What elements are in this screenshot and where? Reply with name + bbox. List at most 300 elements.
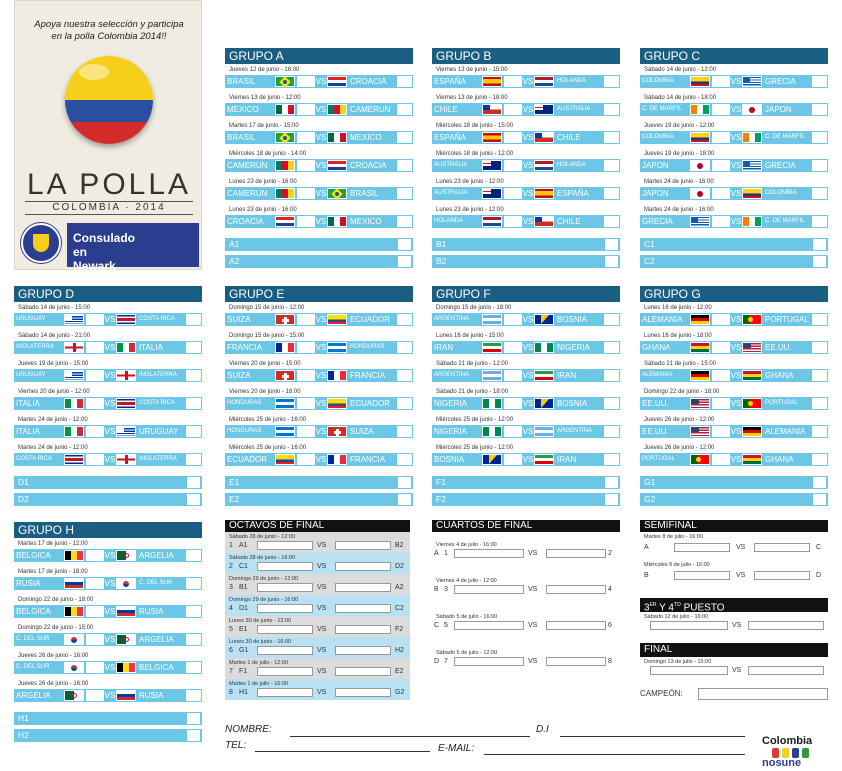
team-b-input[interactable]	[546, 585, 606, 594]
away-score-input[interactable]	[604, 76, 619, 87]
result-label: A2	[229, 256, 240, 266]
match-row	[640, 92, 828, 120]
match-row	[14, 330, 202, 358]
match-date: Lunes 23 de junio - 16:00	[229, 179, 297, 185]
away-score-input[interactable]	[604, 314, 619, 325]
group-result-h2	[14, 729, 202, 742]
team-b-input[interactable]	[335, 646, 391, 655]
mexico-flag-icon	[275, 104, 295, 115]
home-score-input[interactable]	[297, 160, 315, 171]
away-score-input[interactable]	[812, 454, 827, 465]
away-score-input[interactable]	[604, 342, 619, 353]
team-home: GHANA	[642, 343, 671, 352]
team-home: IRAN	[434, 343, 454, 352]
team-away: IRAN	[557, 455, 577, 464]
sf-slot-a: B	[644, 572, 649, 579]
away-score-input[interactable]	[812, 314, 827, 325]
away-score-input[interactable]	[604, 104, 619, 115]
consulate-ministry: Ministerio de	[73, 274, 110, 281]
poster-subtitle: COLOMBIA · 2014	[25, 201, 193, 215]
vs-label: VS	[104, 343, 116, 352]
team-away: PORTUGAL	[765, 315, 809, 324]
team-home: BELGICA	[16, 607, 51, 616]
sf-slot-a: A	[644, 544, 649, 551]
team-b-input[interactable]	[546, 621, 606, 630]
team-away: C. DEL SUR	[139, 580, 173, 586]
team-away: BRASIL	[350, 189, 379, 198]
team-away: GRECIA	[765, 77, 796, 86]
team-away: COSTA RICA	[139, 400, 175, 406]
result-input[interactable]	[813, 477, 826, 488]
chile-flag-icon	[482, 104, 502, 115]
match-bar	[14, 577, 202, 590]
away-score-input[interactable]	[812, 160, 827, 171]
group-header: GRUPO C	[640, 48, 828, 64]
home-score-input[interactable]	[297, 76, 315, 87]
group-header: GRUPO D	[14, 286, 202, 302]
result-label: G1	[644, 477, 656, 487]
match-date: Lunes 23 de junio - 12:00	[436, 207, 504, 213]
group-header: GRUPO G	[640, 286, 828, 302]
match-date: Sábado 14 de junio - 12:00	[644, 67, 717, 73]
team-a-input[interactable]	[257, 667, 313, 676]
home-score-input[interactable]	[712, 76, 730, 87]
round-of-16-match	[225, 637, 410, 658]
match-date: Jueves 12 de junio - 16:00	[229, 67, 300, 73]
result-label: A1	[229, 239, 240, 249]
away-score-input[interactable]	[397, 426, 412, 437]
match-number: 1	[229, 542, 233, 549]
japan-flag-icon	[690, 188, 710, 199]
result-label: B2	[436, 256, 447, 266]
away-score-input[interactable]	[604, 398, 619, 409]
round-of-16-match	[225, 616, 410, 637]
match-row	[432, 302, 620, 330]
colombia-nosune-logo	[762, 736, 832, 769]
away-score-input[interactable]	[397, 398, 412, 409]
qf-slot-1: 5	[444, 622, 448, 629]
qf-slot-2: 2	[608, 550, 612, 557]
match-number: 6	[229, 647, 233, 654]
away-score-input[interactable]	[397, 104, 412, 115]
home-score-input[interactable]	[504, 426, 522, 437]
home-score-input[interactable]	[297, 132, 315, 143]
result-input[interactable]	[187, 730, 200, 741]
vs-label: VS	[736, 572, 746, 579]
team-away: SUIZA	[350, 427, 374, 436]
match-date: Miércoles 25 de junio - 12:00	[436, 417, 514, 423]
name-field[interactable]	[290, 736, 530, 737]
uruguay-flag-icon	[116, 426, 136, 437]
home-score-input[interactable]	[504, 216, 522, 227]
group-result-c1	[640, 238, 828, 251]
team-home: CHILE	[434, 105, 458, 114]
match-date: Miércoles 18 de junio - 15:00	[436, 123, 514, 129]
home-score-input[interactable]	[86, 662, 104, 673]
away-score-input[interactable]	[186, 454, 201, 465]
tel-field[interactable]	[255, 751, 430, 752]
match-row	[225, 148, 413, 176]
match-date: Martes 24 de junio - 16:00	[644, 207, 714, 213]
vs-label: VS	[104, 427, 116, 436]
home-score-input[interactable]	[86, 398, 104, 409]
vs-label: VS	[528, 622, 538, 629]
away-score-input[interactable]	[186, 370, 201, 381]
vs-label: VS	[315, 343, 327, 352]
team-away: FRANCIA	[350, 455, 386, 464]
match-row	[640, 414, 828, 442]
team-b-input[interactable]	[748, 621, 824, 630]
di-field[interactable]	[560, 736, 745, 737]
home-score-input[interactable]	[86, 426, 104, 437]
match-row	[432, 64, 620, 92]
result-input[interactable]	[398, 239, 411, 250]
home-score-input[interactable]	[712, 160, 730, 171]
result-input[interactable]	[605, 477, 618, 488]
away-score-input[interactable]	[812, 104, 827, 115]
croatia-flag-icon	[327, 76, 347, 87]
team-a-input[interactable]	[257, 688, 313, 697]
away-score-input[interactable]	[604, 454, 619, 465]
round-of-16-match	[225, 553, 410, 574]
vs-label: VS	[317, 563, 327, 570]
match-bar	[225, 397, 413, 410]
home-score-input[interactable]	[504, 398, 522, 409]
costarica-flag-icon	[116, 314, 136, 325]
home-score-input[interactable]	[86, 690, 104, 701]
team-away: C. DE MARFIL	[765, 134, 805, 140]
match-bar	[640, 313, 828, 326]
result-input[interactable]	[187, 494, 200, 505]
team-away: INGLATERRA	[139, 456, 177, 462]
team-b-input[interactable]	[335, 688, 391, 697]
home-score-input[interactable]	[86, 314, 104, 325]
home-score-input[interactable]	[297, 426, 315, 437]
ecuador-flag-icon	[327, 398, 347, 409]
group-header: GRUPO B	[432, 48, 620, 64]
home-score-input[interactable]	[86, 342, 104, 353]
team-home: CAMERUN	[227, 189, 268, 198]
team-b-input[interactable]	[335, 667, 391, 676]
match-bar	[640, 215, 828, 228]
vs-label: VS	[522, 315, 534, 324]
home-score-input[interactable]	[297, 216, 315, 227]
team-away: AUSTRALIA	[557, 106, 591, 112]
away-score-input[interactable]	[812, 342, 827, 353]
home-score-input[interactable]	[86, 454, 104, 465]
away-score-input[interactable]	[186, 398, 201, 409]
away-score-input[interactable]	[812, 76, 827, 87]
russia-flag-icon	[64, 578, 84, 589]
team-a-input[interactable]	[454, 549, 524, 558]
home-score-input[interactable]	[504, 454, 522, 465]
vs-label: VS	[315, 315, 327, 324]
home-score-input[interactable]	[712, 104, 730, 115]
away-score-input[interactable]	[604, 132, 619, 143]
group-result-g2	[640, 493, 828, 506]
result-input[interactable]	[813, 494, 826, 505]
home-score-input[interactable]	[86, 578, 104, 589]
team-a-input[interactable]	[674, 571, 730, 580]
away-score-input[interactable]	[397, 454, 412, 465]
match-row	[225, 414, 413, 442]
match-bar	[432, 75, 620, 88]
match-bar	[640, 453, 828, 466]
away-score-input[interactable]	[186, 690, 201, 701]
away-score-input[interactable]	[812, 216, 827, 227]
away-score-input[interactable]	[186, 662, 201, 673]
russia-flag-icon	[116, 690, 136, 701]
away-score-input[interactable]	[397, 132, 412, 143]
cameroon-flag-icon	[275, 160, 295, 171]
result-input[interactable]	[187, 713, 200, 724]
home-score-input[interactable]	[297, 398, 315, 409]
result-input[interactable]	[813, 239, 826, 250]
team-b-input[interactable]	[754, 543, 810, 552]
home-score-input[interactable]	[297, 370, 315, 381]
quarter-finals-header: CUARTOS DE FINAL	[432, 520, 620, 532]
match-row	[14, 302, 202, 330]
team-away: ARGELIA	[139, 635, 174, 644]
team-a-input[interactable]	[674, 543, 730, 552]
away-score-input[interactable]	[397, 76, 412, 87]
team-b-input[interactable]	[335, 604, 391, 613]
match-date: Viernes 20 de junio - 15:00	[229, 361, 301, 367]
away-score-input[interactable]	[812, 188, 827, 199]
team-home: URUGUAY	[16, 372, 46, 378]
germany-flag-icon	[742, 426, 762, 437]
home-score-input[interactable]	[712, 342, 730, 353]
vs-label: VS	[317, 584, 327, 591]
team-home: SUIZA	[227, 371, 251, 380]
colombia-ball-icon	[65, 56, 153, 144]
away-score-input[interactable]	[812, 398, 827, 409]
argentina-flag-icon	[482, 314, 502, 325]
result-input[interactable]	[398, 256, 411, 267]
vs-label: VS	[317, 626, 327, 633]
away-score-input[interactable]	[397, 314, 412, 325]
home-score-input[interactable]	[504, 370, 522, 381]
match-bar	[432, 131, 620, 144]
home-score-input[interactable]	[86, 606, 104, 617]
colombia-flag-icon	[690, 132, 710, 143]
group-result-a2	[225, 255, 413, 268]
france-flag-icon	[275, 342, 295, 353]
email-field[interactable]	[484, 754, 745, 755]
home-score-input[interactable]	[712, 370, 730, 381]
team-b-input[interactable]	[335, 625, 391, 634]
match-bar	[225, 75, 413, 88]
home-score-input[interactable]	[712, 454, 730, 465]
team-slot-a: G1	[239, 647, 249, 654]
bosnia-flag-icon	[534, 398, 554, 409]
result-input[interactable]	[398, 494, 411, 505]
team-a-input[interactable]	[454, 657, 524, 666]
argentina-flag-icon	[482, 370, 502, 381]
third-place-header: 3ER Y $4^{TO}$ PUESTO	[640, 598, 828, 612]
result-label: H2	[18, 730, 29, 740]
team-b-input[interactable]	[546, 549, 606, 558]
team-b-input[interactable]	[335, 583, 391, 592]
semi-final-match	[640, 560, 828, 588]
team-a-input[interactable]	[257, 625, 313, 634]
result-input[interactable]	[187, 477, 200, 488]
home-score-input[interactable]	[297, 188, 315, 199]
home-score-input[interactable]	[504, 104, 522, 115]
group-result-e1	[225, 476, 413, 489]
away-score-input[interactable]	[604, 216, 619, 227]
away-score-input[interactable]	[186, 550, 201, 561]
team-b-input[interactable]	[546, 657, 606, 666]
away-score-input[interactable]	[186, 426, 201, 437]
result-input[interactable]	[813, 256, 826, 267]
match-number: 4	[229, 605, 233, 612]
vs-label: VS	[315, 371, 327, 380]
quarter-final-match	[432, 648, 620, 684]
home-score-input[interactable]	[504, 160, 522, 171]
vs-label: VS	[315, 77, 327, 86]
champion-input[interactable]	[698, 688, 828, 700]
home-score-input[interactable]	[504, 342, 522, 353]
away-score-input[interactable]	[604, 188, 619, 199]
match-date: Lunes 16 de junio - 15:00	[436, 333, 504, 339]
away-score-input[interactable]	[397, 160, 412, 171]
team-a-input[interactable]	[257, 583, 313, 592]
result-input[interactable]	[605, 239, 618, 250]
usa-flag-icon	[690, 398, 710, 409]
home-score-input[interactable]	[297, 314, 315, 325]
match-row	[432, 330, 620, 358]
team-away: ARGENTINA	[557, 428, 593, 434]
home-score-input[interactable]	[504, 132, 522, 143]
team-slot-a: C1	[239, 563, 248, 570]
belgium-flag-icon	[64, 550, 84, 561]
team-away: COLOMBIA	[765, 190, 797, 196]
korea-flag-icon	[64, 662, 84, 673]
match-bar	[640, 425, 828, 438]
away-score-input[interactable]	[604, 426, 619, 437]
vs-label: VS	[522, 161, 534, 170]
vs-label: VS	[104, 663, 116, 672]
result-input[interactable]	[605, 256, 618, 267]
result-label: E1	[229, 477, 240, 487]
vs-label: VS	[528, 550, 538, 557]
vs-label: VS	[522, 77, 534, 86]
away-score-input[interactable]	[397, 188, 412, 199]
home-score-input[interactable]	[297, 104, 315, 115]
home-score-input[interactable]	[504, 188, 522, 199]
team-a-input[interactable]	[257, 562, 313, 571]
cameroon-flag-icon	[327, 104, 347, 115]
group-g	[640, 286, 828, 506]
qf-slot-1: 3	[444, 586, 448, 593]
away-score-input[interactable]	[186, 342, 201, 353]
team-home: C. DE MARFIL	[642, 106, 682, 112]
match-date: Viernes 4 de julio - 12:00	[436, 578, 497, 584]
away-score-input[interactable]	[812, 370, 827, 381]
netherlands-flag-icon	[534, 160, 554, 171]
match-row	[14, 678, 202, 706]
qf-slot-2: 8	[608, 658, 612, 665]
logo-line-2: nosune	[762, 757, 802, 769]
away-score-input[interactable]	[812, 426, 827, 437]
home-score-input[interactable]	[297, 454, 315, 465]
away-score-input[interactable]	[186, 314, 201, 325]
uruguay-flag-icon	[64, 314, 84, 325]
group-d	[14, 286, 202, 506]
home-score-input[interactable]	[712, 216, 730, 227]
team-a-input[interactable]	[257, 604, 313, 613]
away-score-input[interactable]	[604, 160, 619, 171]
team-b-input[interactable]	[335, 562, 391, 571]
england-flag-icon	[116, 454, 136, 465]
home-score-input[interactable]	[504, 76, 522, 87]
away-score-input[interactable]	[397, 216, 412, 227]
team-b-input[interactable]	[748, 666, 824, 675]
usa-flag-icon	[690, 426, 710, 437]
home-score-input[interactable]	[712, 132, 730, 143]
home-score-input[interactable]	[86, 634, 104, 645]
team-a-input[interactable]	[454, 621, 524, 630]
vs-label: VS	[315, 105, 327, 114]
home-score-input[interactable]	[86, 370, 104, 381]
home-score-input[interactable]	[712, 426, 730, 437]
vs-label: VS	[730, 427, 742, 436]
home-score-input[interactable]	[504, 314, 522, 325]
away-score-input[interactable]	[186, 606, 201, 617]
team-home: AUSTRALIA	[434, 162, 468, 168]
mexico-flag-icon	[327, 216, 347, 227]
away-score-input[interactable]	[397, 370, 412, 381]
netherlands-flag-icon	[482, 216, 502, 227]
vs-label: VS	[315, 427, 327, 436]
away-score-input[interactable]	[186, 634, 201, 645]
match-row	[225, 64, 413, 92]
team-a-input[interactable]	[454, 585, 524, 594]
round-of-16-match	[225, 658, 410, 679]
home-score-input[interactable]	[297, 342, 315, 353]
third-place	[640, 598, 828, 633]
team-a-input[interactable]	[257, 541, 313, 550]
match-date: Domingo 22 de junio - 15:00	[18, 625, 94, 631]
away-score-input[interactable]	[812, 132, 827, 143]
home-score-input[interactable]	[712, 398, 730, 409]
team-home: URUGUAY	[16, 316, 46, 322]
poster-title: LA POLLA	[26, 168, 192, 201]
team-b-input[interactable]	[754, 571, 810, 580]
away-score-input[interactable]	[186, 578, 201, 589]
away-score-input[interactable]	[397, 342, 412, 353]
match-row	[432, 120, 620, 148]
result-input[interactable]	[605, 494, 618, 505]
vs-label: VS	[522, 105, 534, 114]
team-home: C. DEL SUR	[16, 664, 50, 670]
germany-flag-icon	[690, 314, 710, 325]
home-score-input[interactable]	[712, 188, 730, 199]
team-slot-b: H2	[395, 647, 404, 654]
team-a-input[interactable]	[257, 646, 313, 655]
result-input[interactable]	[398, 477, 411, 488]
vs-label: VS	[317, 605, 327, 612]
team-a-input[interactable]	[650, 621, 728, 630]
match-bar	[14, 313, 202, 326]
away-score-input[interactable]	[604, 370, 619, 381]
home-score-input[interactable]	[712, 314, 730, 325]
home-score-input[interactable]	[86, 550, 104, 561]
korea-flag-icon	[64, 634, 84, 645]
team-a-input[interactable]	[650, 666, 728, 675]
team-b-input[interactable]	[335, 541, 391, 550]
